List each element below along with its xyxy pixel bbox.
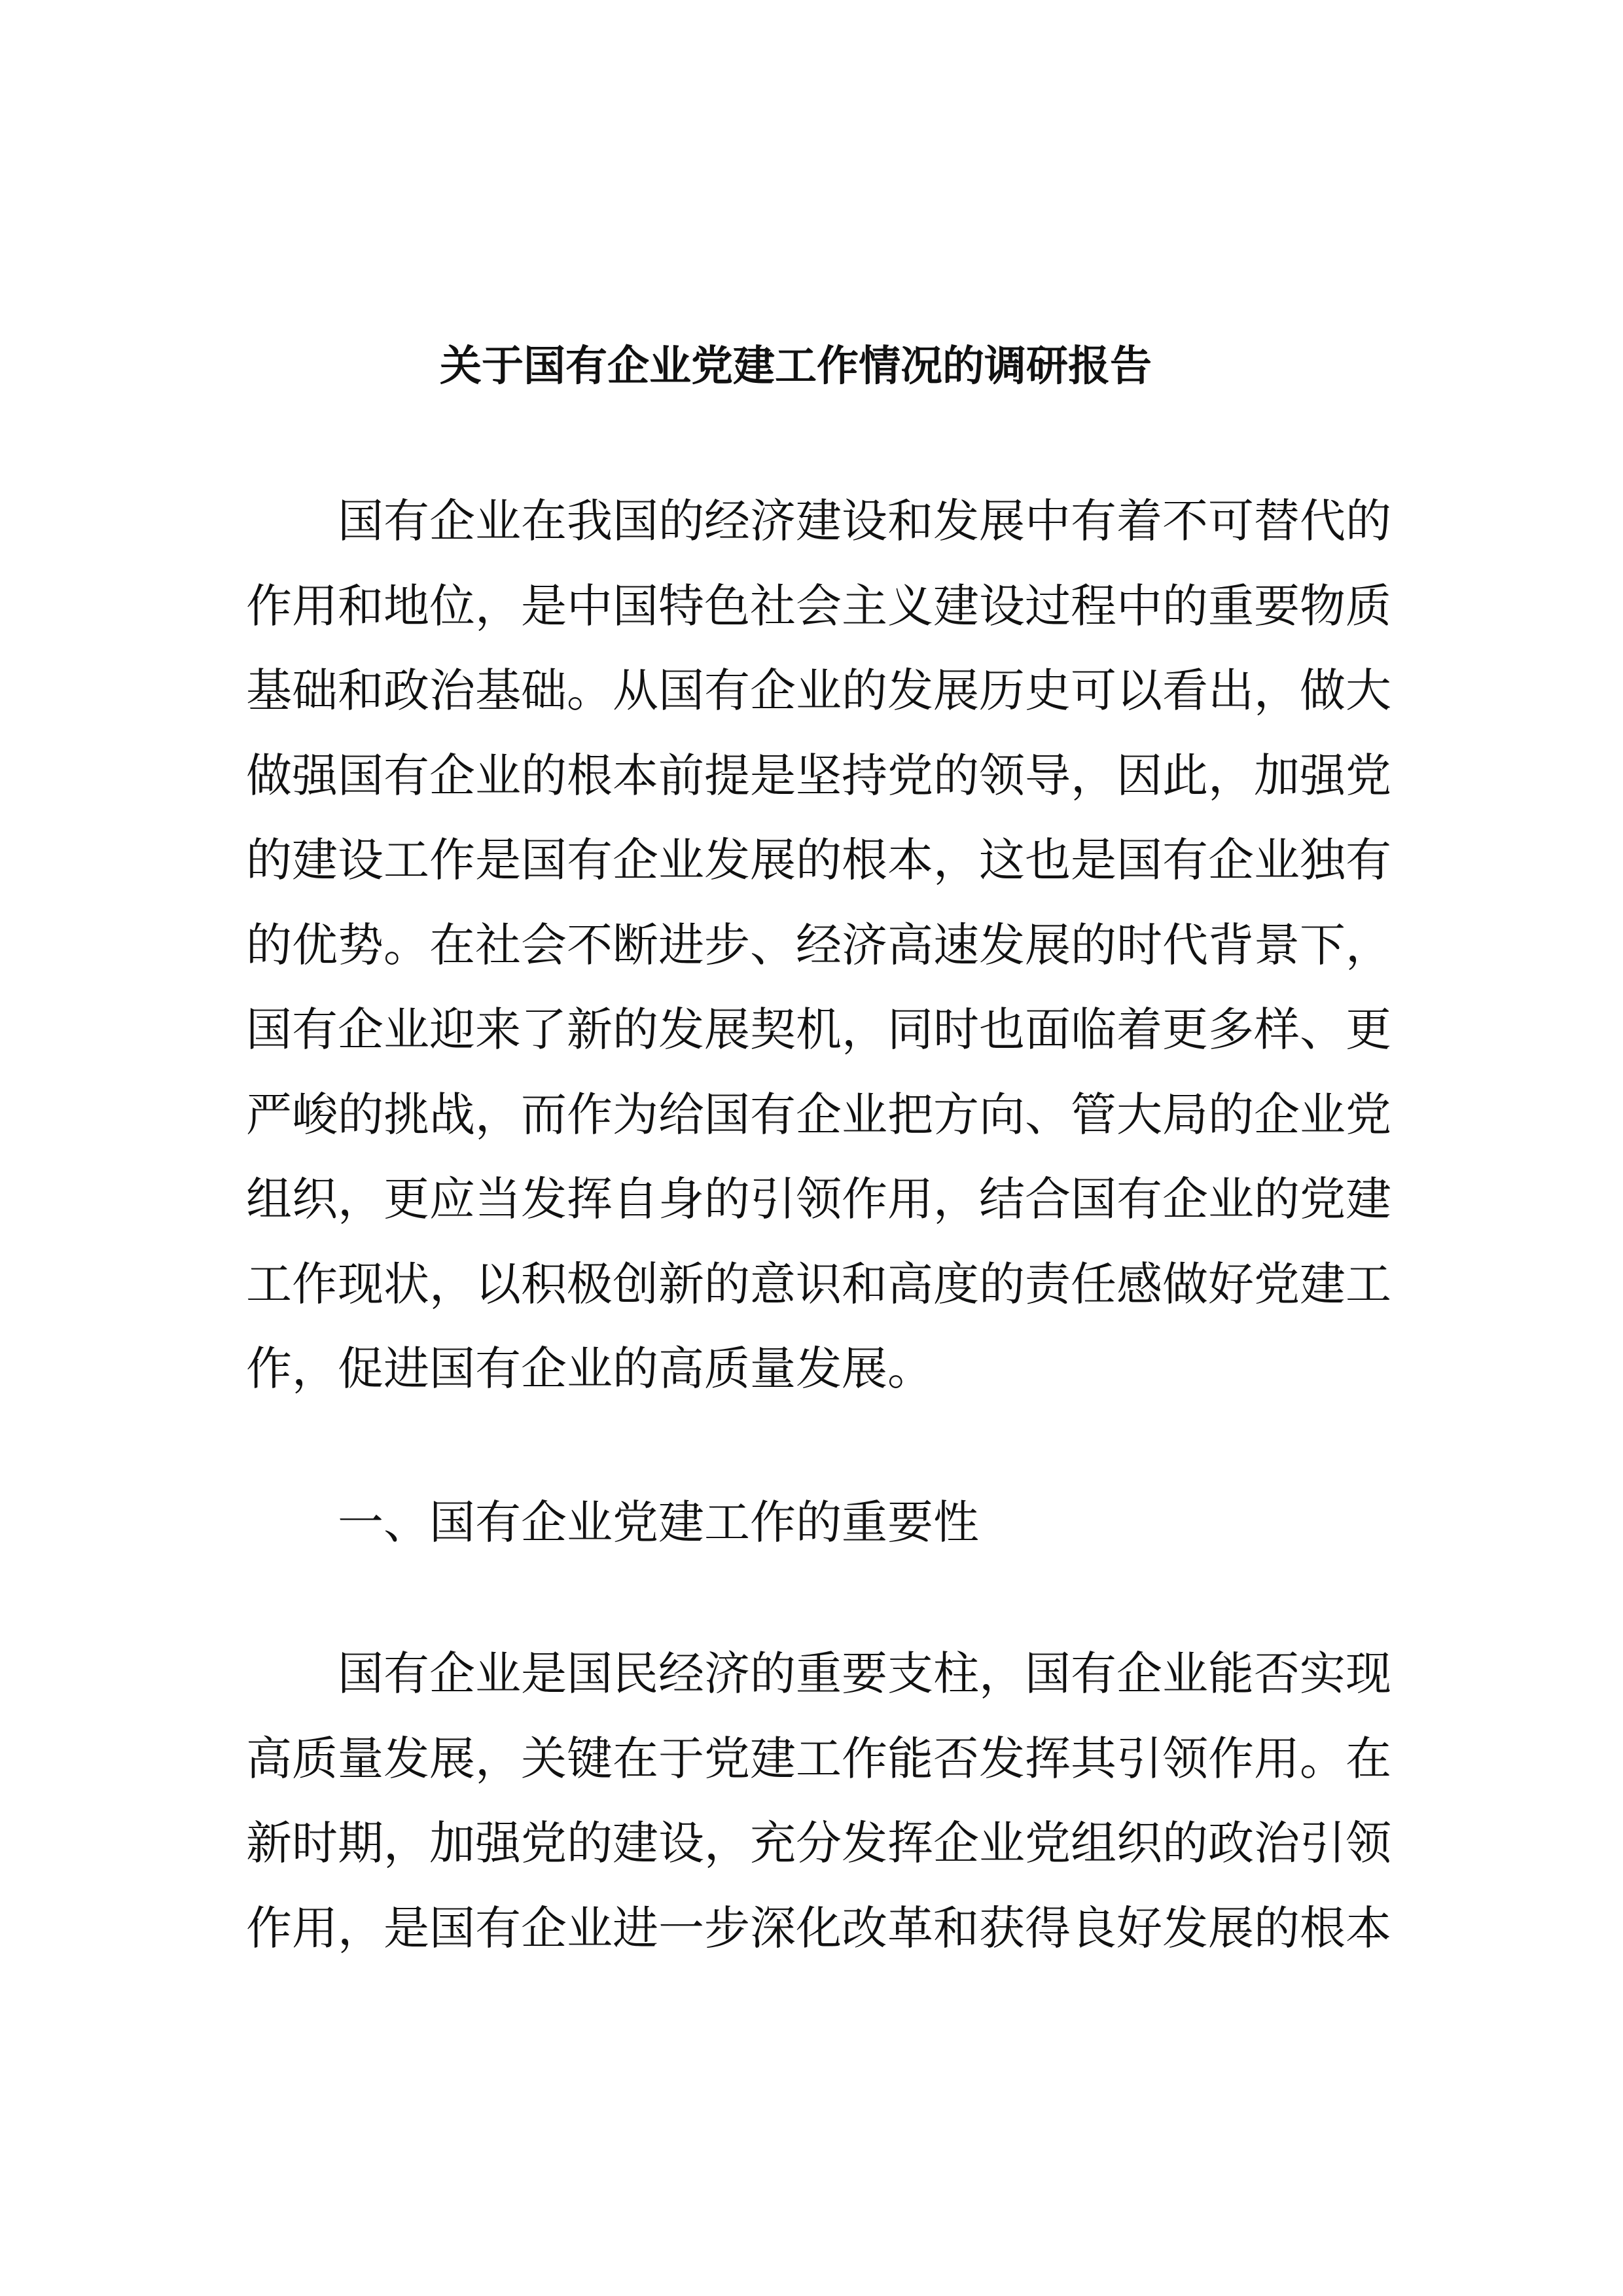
paragraph-line: 国有企业是国民经济的重要支柱，国有企业能否实现 [338, 1647, 1391, 1700]
paragraph-line: 的优势。在社会不断进步、经济高速发展的时代背景下， [246, 918, 1391, 972]
paragraph-line: 做强国有企业的根本前提是坚持党的领导，因此，加强党 [246, 748, 1391, 802]
paragraph-line: 高质量发展，关键在于党建工作能否发挥其引领作用。在 [246, 1731, 1391, 1785]
paragraph-line: 国有企业在我国的经济建设和发展中有着不可替代的 [338, 494, 1391, 548]
paragraph-line: 组织，更应当发挥自身的引领作用，结合国有企业的党建 [246, 1172, 1391, 1226]
paragraph-line: 作，促进国有企业的高质量发展。 [246, 1342, 933, 1395]
section-heading-text: 一、国有企业党建工作的重要性 [338, 1496, 979, 1549]
paragraph-line: 的建设工作是国有企业发展的根本，这也是国有企业独有 [246, 833, 1391, 887]
paragraph-line: 工作现状，以积极创新的意识和高度的责任感做好党建工 [246, 1257, 1391, 1311]
paragraph-intro [246, 479, 1391, 1412]
paragraph-line: 基础和政治基础。从国有企业的发展历史可以看出，做大 [246, 664, 1391, 717]
paragraph-section1 [246, 1632, 1391, 1971]
paragraph-line: 严峻的挑战，而作为给国有企业把方向、管大局的企业党 [246, 1087, 1391, 1141]
paragraph-line: 作用，是国有企业进一步深化改革和获得良好发展的根本 [246, 1901, 1391, 1955]
paragraph-line: 国有企业迎来了新的发展契机，同时也面临着更多样、更 [246, 1003, 1391, 1056]
paragraph-line: 作用和地位，是中国特色社会主义建设过程中的重要物质 [246, 579, 1391, 633]
document-title: 关于国有企业党建工作情况的调研报告 [440, 342, 1152, 391]
paragraph-line: 新时期，加强党的建设，充分发挥企业党组织的政治引领 [246, 1816, 1391, 1870]
section-heading [246, 1480, 1352, 1566]
